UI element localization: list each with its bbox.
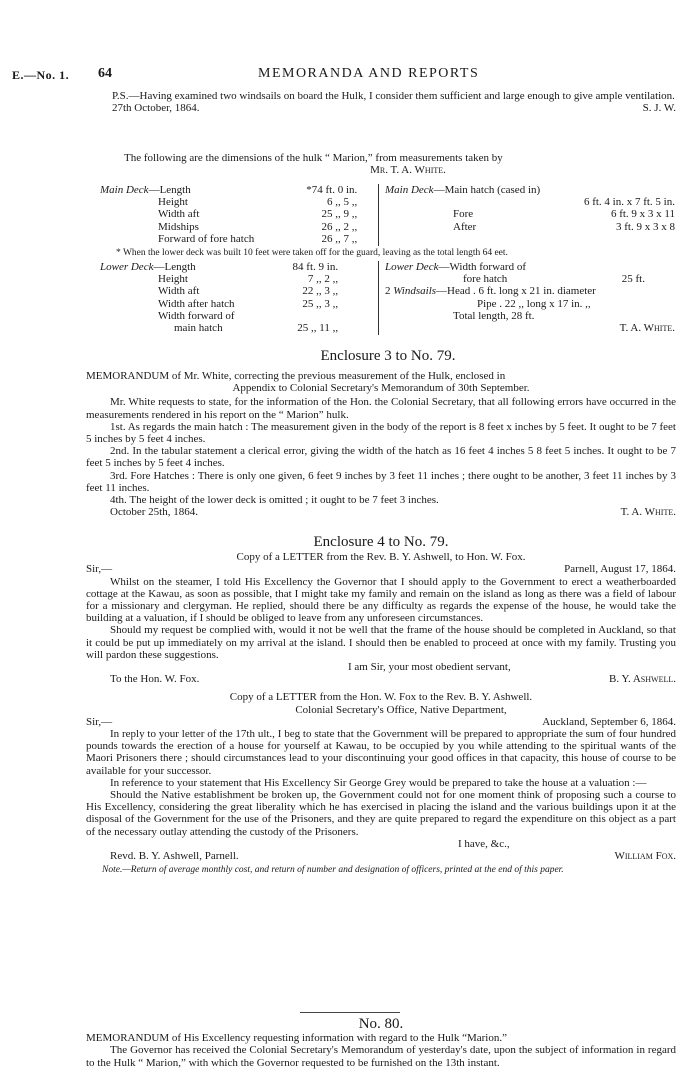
dim-value: 6 ,, 5 ,, (327, 196, 358, 209)
letter-2-place-date: Auckland, September 6, 1864. (542, 715, 676, 728)
table-row (100, 184, 357, 196)
dim-name: —Length (153, 261, 196, 273)
dim-value (235, 310, 339, 322)
table-row (100, 261, 338, 273)
after-hatch-value: 3 ft. 9 x 3 x 8 (616, 220, 675, 233)
ps-date: 27th October, 1864. (112, 102, 200, 115)
table-row (100, 208, 357, 220)
dimensions-intro-line2: Mr. T. A. White. (370, 164, 446, 177)
lower-deck-right-label: Lower Deck (385, 261, 439, 273)
enclosure-3-p1: Mr. White requests to state, for the information of the Hon. the Colonial Secretary, that all following errors have occurred in the measurements rendered in his report on the “ Marion” hulk. (86, 396, 676, 421)
dim-value: 7 ,, 2 ,, (307, 273, 339, 286)
enclosure-3-body (86, 370, 676, 518)
letter-2-signature: William Fox. (614, 850, 676, 863)
main-deck-label: Main Deck (100, 184, 149, 196)
enclosure-3-memo-title2: Appendix to Colonial Secretary's Memorandum of 30th September. (232, 382, 530, 395)
lower-deck-label: Lower Deck (100, 261, 154, 273)
letter-2-closing: I have, &c., (458, 837, 510, 850)
dim-name: Height (158, 196, 188, 209)
table-row (100, 322, 338, 334)
dim-name: Width after hatch (158, 297, 235, 310)
page-number: 64 (98, 66, 112, 81)
no-80-memo-title: MEMORANDUM of His Excellency requesting information with regard to the Hulk “Marion.” (86, 1032, 507, 1045)
main-deck-hatches (385, 184, 675, 233)
dim-name: Width aft (158, 208, 200, 221)
letter-1-salutation: Sir,— (86, 563, 113, 576)
no-80-heading: No. 80. (358, 1016, 404, 1032)
windsails-pipe: Pipe . 22 ,, long x 17 in. ,, (477, 297, 591, 310)
letter-2-p2: In reference to your statement that His Excellency Sir George Grey would be prepared to take the house at a valuation :— (110, 776, 647, 789)
letter-1-title: Copy of a LETTER from the Rev. B. Y. Ashwell, to Hon. W. Fox. (236, 551, 526, 564)
letter-2-salutation: Sir,— (86, 715, 113, 728)
table-row (100, 298, 338, 310)
ps-block (100, 90, 676, 114)
letter-1-closing: I am Sir, your most obedient servant, (348, 661, 511, 674)
windsails-head: —Head . 6 ft. long x 21 in. diameter (436, 285, 596, 298)
table-row (100, 221, 357, 233)
after-hatch-label: After (453, 220, 477, 233)
main-deck-right-label: Main Deck (385, 184, 434, 196)
letter-1-p2: Should my request be complied with, would it not be well that the frame of the house should be completed in Auckland, so that it could be put up immediately on my arrival at the island. I should then be enabled to proceed at once with my family. Trusting you will pardon these suggestions. (86, 624, 676, 661)
main-deck-table (100, 184, 357, 245)
dimensions-intro-line1: The following are the dimensions of the hulk “ Marion,” from measurements taken by (124, 152, 503, 164)
column-divider (378, 261, 379, 335)
lower-deck-table (100, 261, 338, 334)
dim-name: main hatch (174, 322, 223, 335)
table-row (100, 285, 338, 297)
letter-2-p1: In reply to your letter of the 17th ult., I beg to state that the Government will be prepared to appropriate the sum of four hundred pounds towards the erection of a house for yourself at Kawau, to be occupied by you while attending to the spiritual wants of the Maori Prisoners there ; should circumstances lead to your discontinuing your good offices in that capacity, this house of course to be available for your successor. (86, 728, 676, 777)
letter-1-p1: Whilst on the steamer, I told His Excellency the Governor that I should apply to the Government to erect a weatherboarded cottage at the Kawau, as soon as possible, that I might take my family and remain on the island as long as there was a field of labour for a missionary and clergyman. He replied, should there be any difficulty as regards the expense of the house, he would take the building at a valuation, if I should be obliged to leave from any unforeseen circumstances. (86, 575, 676, 625)
fore-hatch-label: Fore (453, 208, 474, 221)
letter-1-signature: B. Y. Ashwell. (609, 673, 676, 686)
letter-1-place-date: Parnell, August 17, 1864. (564, 563, 676, 576)
enclosure-4-note: Note.—Return of average monthly cost, and return of number and designation of officers, printed at the end of this paper. (102, 865, 564, 876)
page-title: MEMORANDA AND REPORTS (258, 66, 480, 81)
fore-hatch-value: 25 ft. (621, 273, 645, 286)
letter-1-to: To the Hon. W. Fox. (110, 673, 200, 686)
dim-value: 25 ,, 3 ,, (302, 297, 339, 310)
enclosure-3-p5: 4th. The height of the lower deck is omitted ; it ought to be 7 feet 3 inches. (110, 494, 439, 507)
column-divider (378, 184, 379, 246)
dim-value: 26 ,, 2 ,, (321, 220, 358, 233)
main-hatch-label: —Main hatch (cased in) (433, 184, 541, 196)
no-80-p1: The Governor has received the Colonial Secretary's Memorandum of yesterday's date, upon the subject of information in regard to the Hulk “ Marion,” with which the Governor requested to be furnished on the 13th instant. (86, 1044, 676, 1069)
fore-hatch-value: 6 ft. 9 x 3 x 11 (610, 208, 675, 221)
dim-name: Width forward of (158, 309, 235, 322)
enclosure-4-heading: Enclosure 4 to No. 79. (313, 534, 449, 550)
letter-2-recipient: Revd. B. Y. Ashwell, Parnell. (110, 850, 239, 863)
lower-deck-windsails (385, 261, 675, 334)
dim-name: —Length (148, 184, 191, 196)
ps-signature: S. J. W. (642, 102, 676, 115)
no-80 (86, 1018, 676, 1069)
enclosure-3-signature: T. A. White. (620, 506, 676, 519)
footnote: * When the lower deck was built 10 feet were taken off for the guard, leaving as the total length 64 eet. (116, 248, 508, 258)
enclosure-3-date: October 25th, 1864. (110, 506, 198, 519)
enclosure-3-p2: 1st. As regards the main hatch : The measurement given in the body of the report is 8 feet x inches by 5 feet. It ought to be 7 feet 5 inches by 5 feet 4 inches. (86, 420, 676, 446)
dim-value: 84 ft. 9 in. (292, 261, 339, 273)
dim-name: Width aft (158, 285, 200, 298)
letter-2-title: Copy of a LETTER from the Hon. W. Fox to the Rev. B. Y. Ashwell. (229, 691, 533, 704)
dim-value: 26 ,, 7 ,, (321, 232, 358, 245)
letter-2-office: Colonial Secretary's Office, Native Department, (295, 703, 507, 716)
enclosure-3-p3: 2nd. In the tabular statement a clerical error, giving the width of the hatch as 16 feet 4 inches 5 8 feet 5 inches. It ought to be 7 feet 5 inches by 5 feet 4 inches. (86, 445, 676, 470)
table-row (100, 233, 357, 245)
enclosure-3-memo-title: MEMORANDUM of Mr. White, correcting the previous measurement of the Hulk, enclosed in (86, 370, 506, 382)
dim-name: Forward of fore hatch (158, 232, 255, 245)
dim-value: *74 ft. 0 in. (306, 184, 358, 196)
windsails-total: Total length, 28 ft. (453, 309, 535, 322)
dim-name: Height (158, 273, 188, 286)
windsails-count: 2 (385, 285, 391, 298)
table-row (100, 310, 338, 322)
letter-2-p3: Should the Native establishment be broken up, the Government could not for one moment think of proposing such a course to His Excellency, considering the great liberality which he has exercised in placing the island and the various buildings upon it at the disposal of the Government for the use of the Prisoners, and they are quite prepared to regard the expenditure on this object as a part of the necessary outlay attending the custody of the Prisoners. (86, 789, 676, 838)
dim-name: Midships (158, 220, 199, 233)
width-forward-label: —Width forward of (438, 261, 527, 273)
windsails-label: Windsails (393, 285, 437, 298)
enclosure-4 (86, 536, 676, 876)
table-row (100, 196, 357, 208)
fore-hatch-label: fore hatch (463, 273, 508, 286)
dim-value: 25 ,, 9 ,, (321, 208, 358, 221)
main-hatch-value: 6 ft. 4 in. x 7 ft. 5 in. (583, 196, 675, 209)
enclosure-3 (100, 350, 676, 362)
enclosure-3-heading: Enclosure 3 to No. 79. (320, 348, 456, 364)
section-divider (300, 1012, 400, 1013)
dimensions-intro (100, 152, 676, 176)
dim-value: 22 ,, 3 ,, (302, 285, 339, 298)
table-row (100, 273, 338, 285)
document-reference: E.—No. 1. (12, 68, 70, 82)
enclosure-3-p4: 3rd. Fore Hatches : There is only one given, 6 feet 9 inches by 3 feet 11 inches ; there ought to be another, 3 feet 11 inches by 3 feet 11 inches. (86, 469, 676, 494)
ps-text: P.S.—Having examined two windsails on board the Hulk, I consider them sufficient and large enough to give ample ventilation. (112, 90, 675, 102)
lower-deck-signature: T. A. White. (619, 322, 675, 335)
dim-value: 25 ,, 11 ,, (297, 322, 339, 335)
